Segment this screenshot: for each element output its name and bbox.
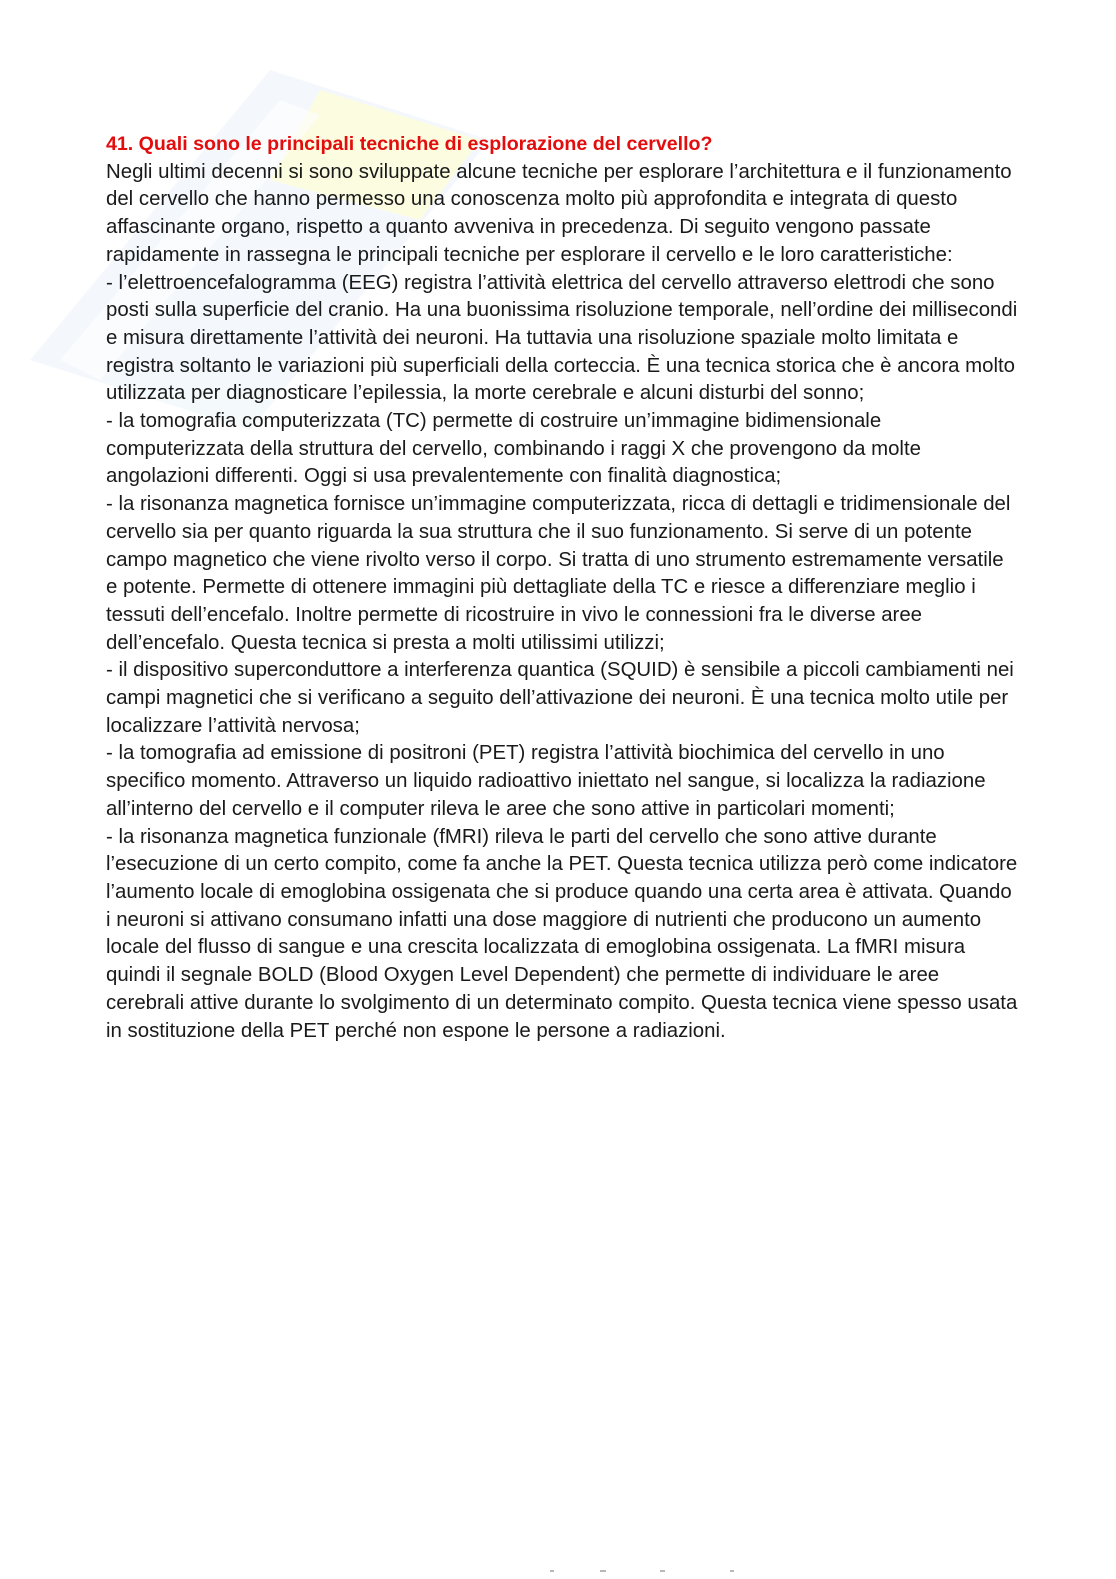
list-item-eeg: - l’elettroencefalogramma (EEG) registra l’attività elettrica del cervello attraverso elettrodi che sono posti sulla superficie del cranio. Ha una buonissima risoluzione temporale, nell’ordine dei millisecondi e misura direttamente l’attività dei neuroni. Ha tuttavia una risoluzione spaziale molto limitata e registra soltanto le variazioni più superficiali della corteccia. È una tecnica storica che è ancora molto utilizzata per diagnosticare l’epilessia, la morte cerebrale e alcuni disturbi del sonno; xyxy=(106,271,1018,405)
list-item-pet: - la tomografia ad emissione di positroni (PET) registra l’attività biochimica del cervello in uno specifico momento. Attraverso un liquido radioattivo iniettato nel sangue, si localizza la radiazione all’interno del cervello e il computer rileva le aree che sono attive in particolari momenti; xyxy=(106,742,986,820)
list-item-fmri: - la risonanza magnetica funzionale (fMRI) rileva le parti del cervello che sono attive durante l’esecuzione di un certo compito, come fa anche la PET. Questa tecnica utilizza però come indicatore l’aumento locale di emoglobina ossigenata che si produce quando una certa area è attivata. Quando i neuroni si attivano consumano infatti una dose maggiore di nutrienti che producono un aumento locale del flusso di sangue e una crescita localizzata di emoglobina ossigenata. La fMRI misura quindi il segnale BOLD (Blood Oxygen Level Dependent) che permette di individuare le aree cerebrali attive durante lo svolgimento di un determinato compito. Questa tecnica viene spesso usata in sostituzione della PET perché non espone le persone a radiazioni. xyxy=(106,825,1018,1042)
list-item-risonanza-magnetica: - la risonanza magnetica fornisce un’immagine computerizzata, ricca di dettagli e tridimensionale del cervello sia per quanto riguarda la sua struttura che il suo funzionamento. Si serve di un potente campo magnetico che viene rivolto verso il corpo. Si tratta di uno strumento estremamente versatile e potente. Permette di ottenere immagini più dettagliate della TC e riesce a differenziare meglio i tessuti dell’encefalo. Inoltre permette di ricostruire in vivo le connessioni fra le diverse aree dell’encefalo. Questa tecnica si presta a molti utilissimi utilizzi; xyxy=(106,493,1011,654)
list-item-tc: - la tomografia computerizzata (TC) permette di costruire un’immagine bidimensionale computerizzata della struttura del cervello, combinando i raggi X che provengono da molte angolazioni differenti. Oggi si usa prevalentemente con finalità diagnostica; xyxy=(106,410,921,488)
footer-decoration xyxy=(540,1568,760,1574)
question-title: 41. Quali sono le principali tecniche di esplorazione del cervello? xyxy=(106,133,713,155)
list-item-squid: - il dispositivo superconduttore a interferenza quantica (SQUID) è sensibile a piccoli cambiamenti nei campi magnetici che si verificano a seguito dell’attivazione dei neuroni. È una tecnica molto utile per localizzare l’attività nervosa; xyxy=(106,659,1014,737)
intro-paragraph: Negli ultimi decenni si sono sviluppate alcune tecniche per esplorare l’architettura e il funzionamento del cervello che hanno permesso una conoscenza molto più approfondita e integrata di questo affascinante organo, rispetto a quanto avveniva in precedenza. Di seguito vengono passate rapidamente in rassegna le principali tecniche per esplorare il cervello e le loro caratteristiche: xyxy=(106,160,1012,266)
document-body xyxy=(106,131,1018,1045)
